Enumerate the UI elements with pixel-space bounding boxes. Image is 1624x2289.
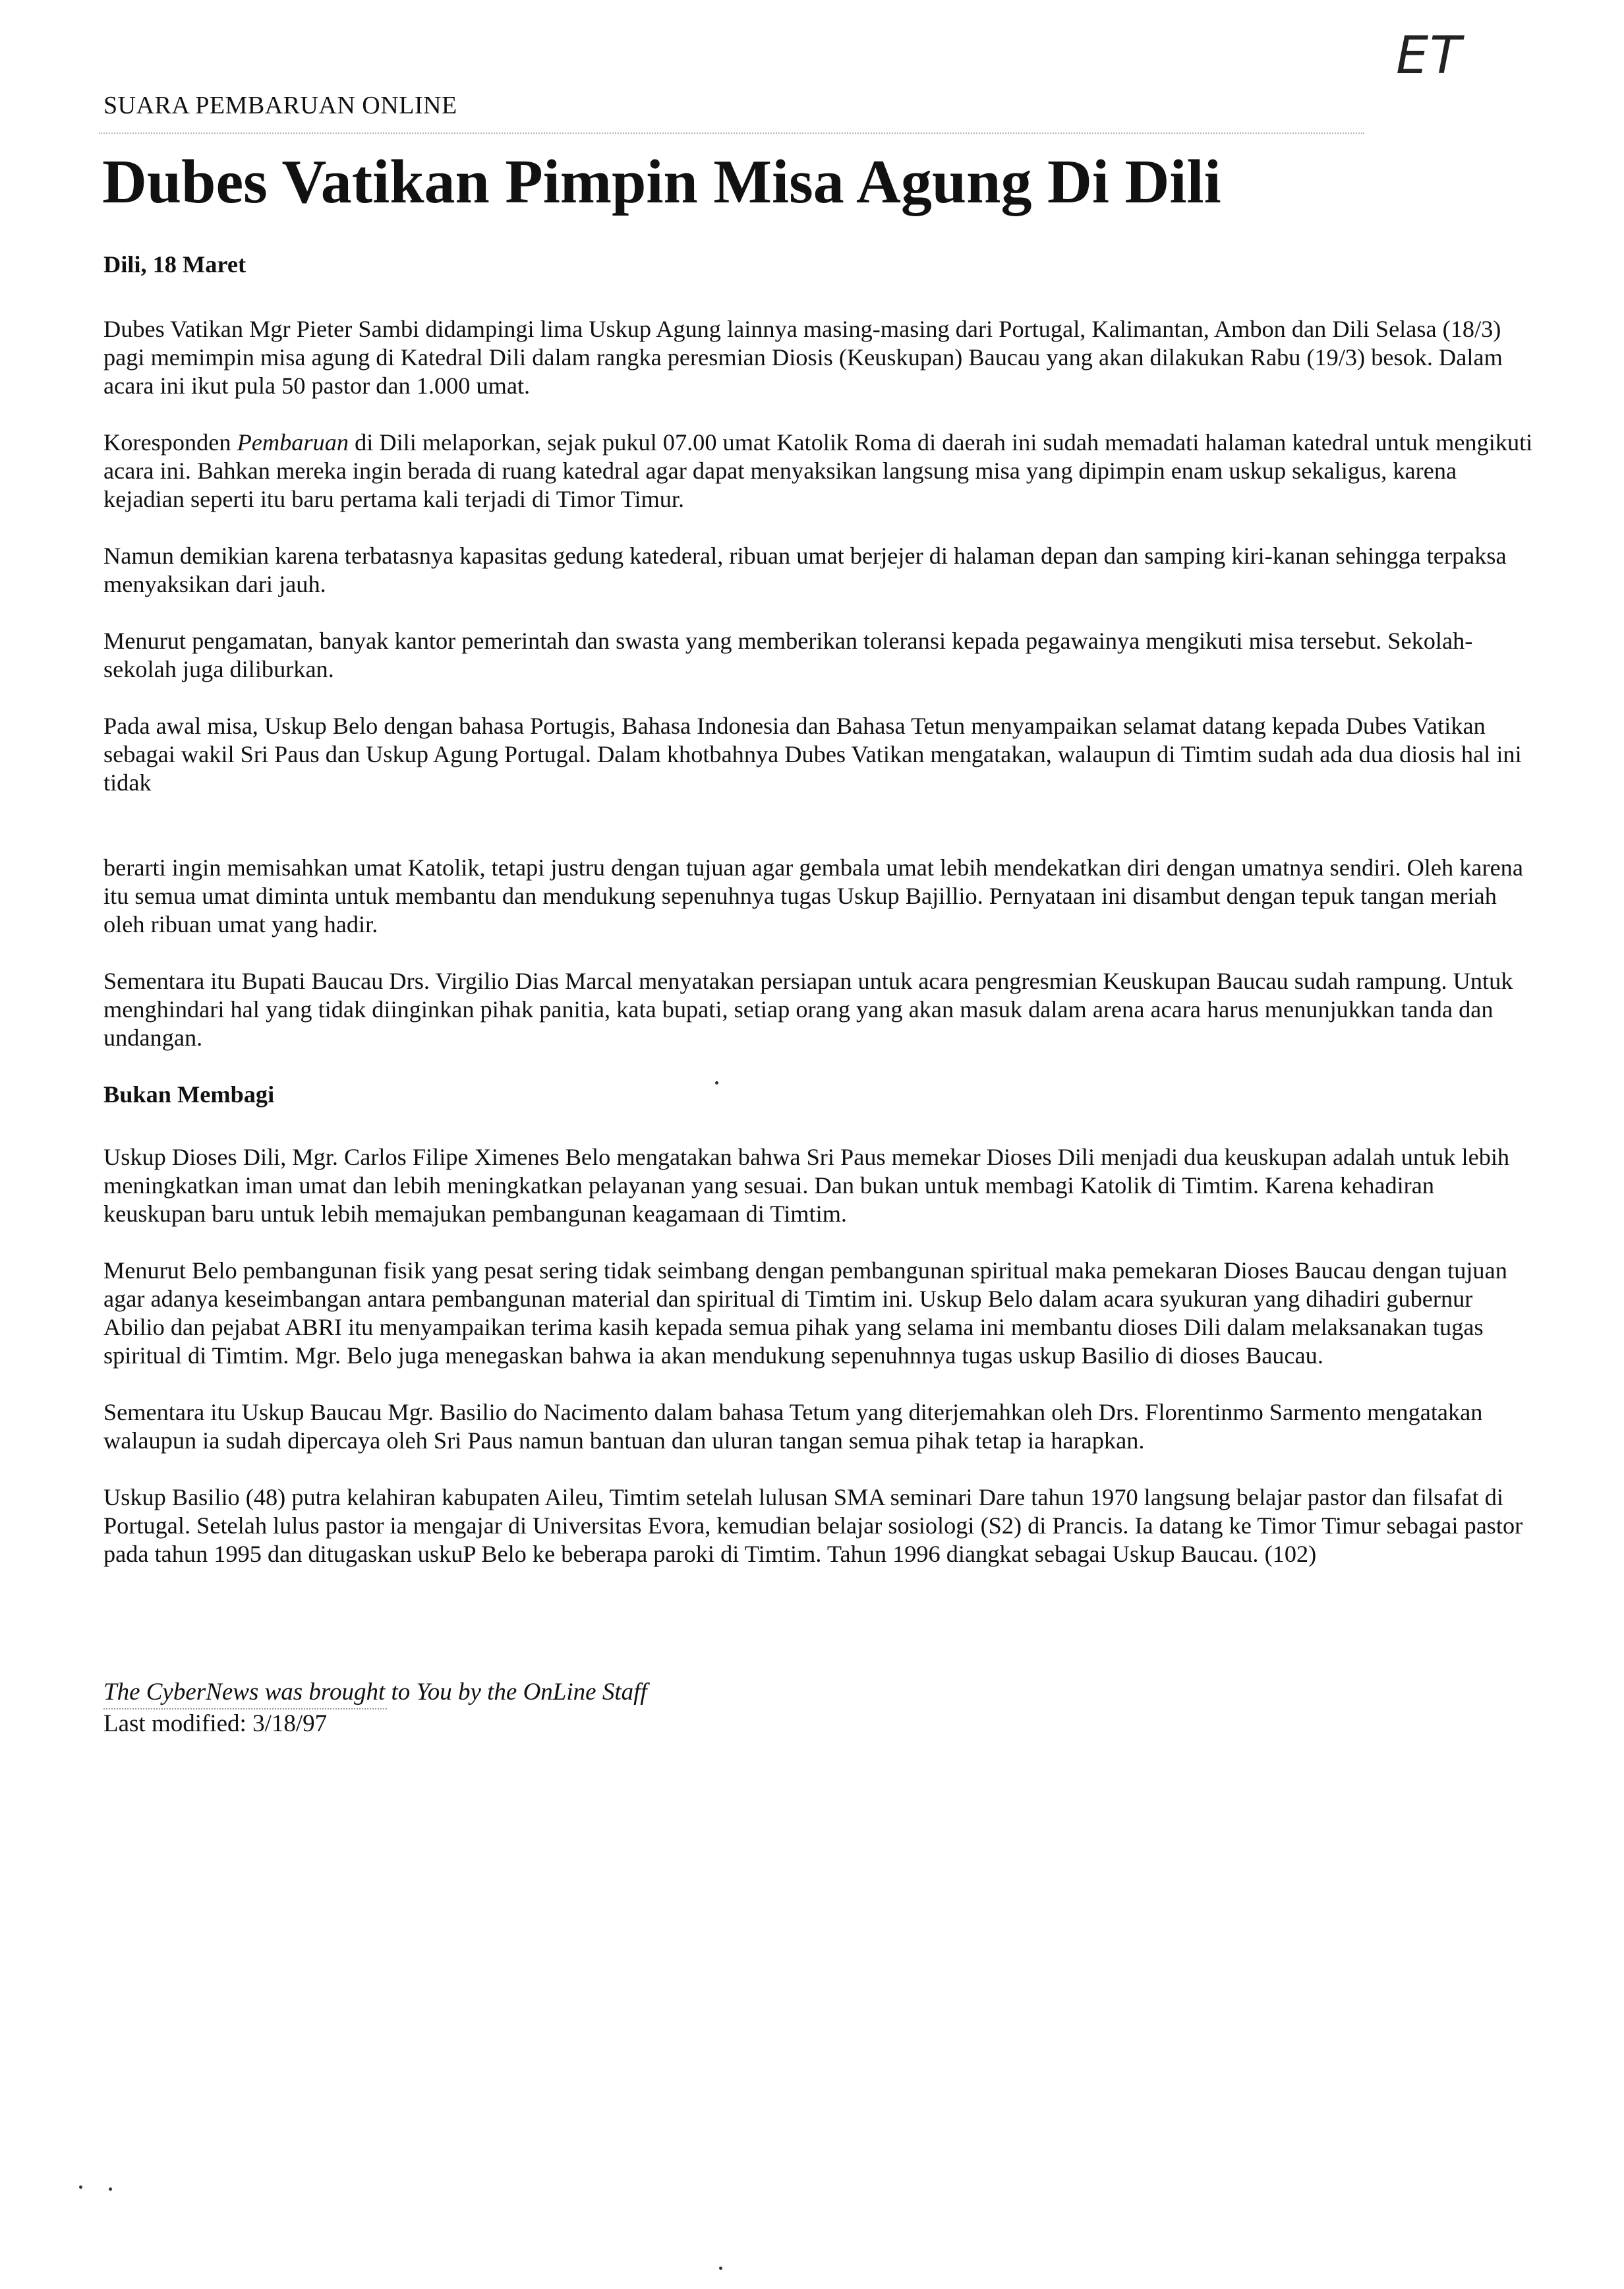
paragraph-7: Sementara itu Bupati Baucau Drs. Virgilio Dias Marcal menyatakan persiapan untuk acara pengresmian Keuskupan Baucau sudah rampung. Untuk menghindari hal yang tidak diinginkan pihak panitia, kata bupati, setiap orang yang akan masuk dalam arena acara harus menunjukkan tanda dan undangan.: [103, 968, 1513, 1051]
paragraph-2-lead: Koresponden: [103, 429, 237, 456]
handwritten-initials: ET: [1396, 26, 1463, 86]
paragraph-1: Dubes Vatikan Mgr Pieter Sambi didampingi lima Uskup Agung lainnya masing-masing dari Portugal, Kalimantan, Ambon dan Dili Selasa (18/3) pagi memimpin misa agung di Katedral Dili dalam rangka peresmian Diosis (Keuskupan) Baucau yang akan dilakukan Rabu (19/3) besok. Dalam acara ini ikut pula 50 pastor dan 1.000 umat.: [103, 316, 1503, 399]
page-footer: [103, 1678, 647, 1739]
speck-mark: [719, 2267, 722, 2270]
paragraph-6: berarti ingin memisahkan umat Katolik, tetapi justru dengan tujuan agar gembala umat lebih mendekatkan diri dengan umatnya sendiri. Oleh karena itu semua umat diminta untuk membantu dan mendukung sepenuhnya tugas Uskup Bajillio. Pernyataan ini disambut dengan tepuk tangan meriah oleh ribuan umat yang hadir.: [103, 854, 1523, 937]
staff-credit: The CyberNews was brought to You by the OnLine Staff: [103, 1679, 647, 1706]
paragraph-2-rest: di Dili melaporkan, sejak pukul 07.00 umat Katolik Roma di daerah ini sudah memadati halaman katedral untuk mengikuti acara ini. Bahkan mereka ingin berada di ruang katedral agar dapat menyaksikan langsung misa yang dipimpin enam uskup sekaligus, karena kejadian seperti itu baru pertama kali terjadi di Timor Timur.: [103, 429, 1533, 512]
masthead-divider: [99, 133, 1364, 134]
last-modified-date: Last modified: 3/18/97: [103, 1710, 328, 1737]
section-subheading: Bukan Membagi: [103, 1081, 275, 1108]
paragraph-9: Menurut Belo pembangunan fisik yang pesat sering tidak seimbang dengan pembangunan spiritual maka pemekaran Dioses Baucau dengan tujuan agar adanya keseimbangan antara pembangunan material dan spiritual di Timtim ini. Uskup Belo dalam acara syukuran yang dihadiri gubernur Abilio dan pejabat ABRI itu menyampaikan terima kasih kepada semua pihak yang selama ini membantu dioses Dili dalam melaksanakan tugas spiritual di Timtim. Mgr. Belo juga menegaskan bahwa ia akan mendukung sepenuhnnya tugas uskup Basilio di dioses Baucau.: [103, 1257, 1507, 1369]
paragraph-2-publication-name: Pembaruan: [237, 429, 349, 456]
publication-masthead: SUARA PEMBARUAN ONLINE: [103, 92, 457, 119]
paragraph-3: Namun demikian karena terbatasnya kapasitas gedung katederal, ribuan umat berjejer di halaman depan dan samping kiri-kanan sehingga terpaksa menyaksikan dari jauh.: [103, 543, 1507, 597]
paragraph-8: Uskup Dioses Dili, Mgr. Carlos Filipe Ximenes Belo mengatakan bahwa Sri Paus memekar Dioses Dili menjadi dua keuskupan adalah untuk lebih meningkatkan iman umat dan lebih meningkatkan pelayanan yang sesuai. Dan bukan untuk membagi Katolik di Timtim. Karena kehadiran keuskupan baru untuk lebih memajukan pembangunan keagamaan di Timtim.: [103, 1144, 1510, 1227]
paragraph-5: Pada awal misa, Uskup Belo dengan bahasa Portugis, Bahasa Indonesia dan Bahasa Tetun menyampaikan selamat datang kepada Dubes Vatikan sebagai wakil Sri Paus dan Uskup Agung Portugal. Dalam khotbahnya Dubes Vatikan mengatakan, walaupun di Timtim sudah ada dua diosis hal ini tidak: [103, 713, 1522, 796]
article-dateline: Dili, 18 Maret: [103, 251, 246, 278]
paragraph-4: Menurut pengamatan, banyak kantor pemerintah dan swasta yang memberikan toleransi kepada pegawainya mengikuti misa tersebut. Sekolah-sekolah juga diliburkan.: [103, 628, 1473, 682]
speck-mark: [79, 2185, 82, 2189]
speck-mark: [109, 2187, 112, 2191]
paragraph-11: Uskup Basilio (48) putra kelahiran kabupaten Aileu, Timtim setelah lulusan SMA seminari Dare tahun 1970 langsung belajar pastor dan filsafat di Portugal. Setelah lulus pastor ia mengajar di Universitas Evora, kemudian belajar sosiologi (S2) di Prancis. Ia datang ke Timor Timur sebagai pastor pada tahun 1995 dan ditugaskan uskuP Belo ke beberapa paroki di Timtim. Tahun 1996 diangkat sebagai Uskup Baucau. (102): [103, 1484, 1523, 1567]
paragraph-10: Sementara itu Uskup Baucau Mgr. Basilio do Nacimento dalam bahasa Tetum yang diterjemahkan oleh Drs. Florentinmo Sarmento mengatakan walaupun ia sudah dipercaya oleh Sri Paus namun bantuan dan uluran tangan semua pihak tetap ia harapkan.: [103, 1399, 1483, 1454]
article-body: [103, 251, 1534, 1597]
paragraph-2: [103, 429, 1534, 514]
article-headline: Dubes Vatikan Pimpin Misa Agung Di Dili: [102, 148, 1221, 216]
speck-mark: [715, 1081, 718, 1085]
